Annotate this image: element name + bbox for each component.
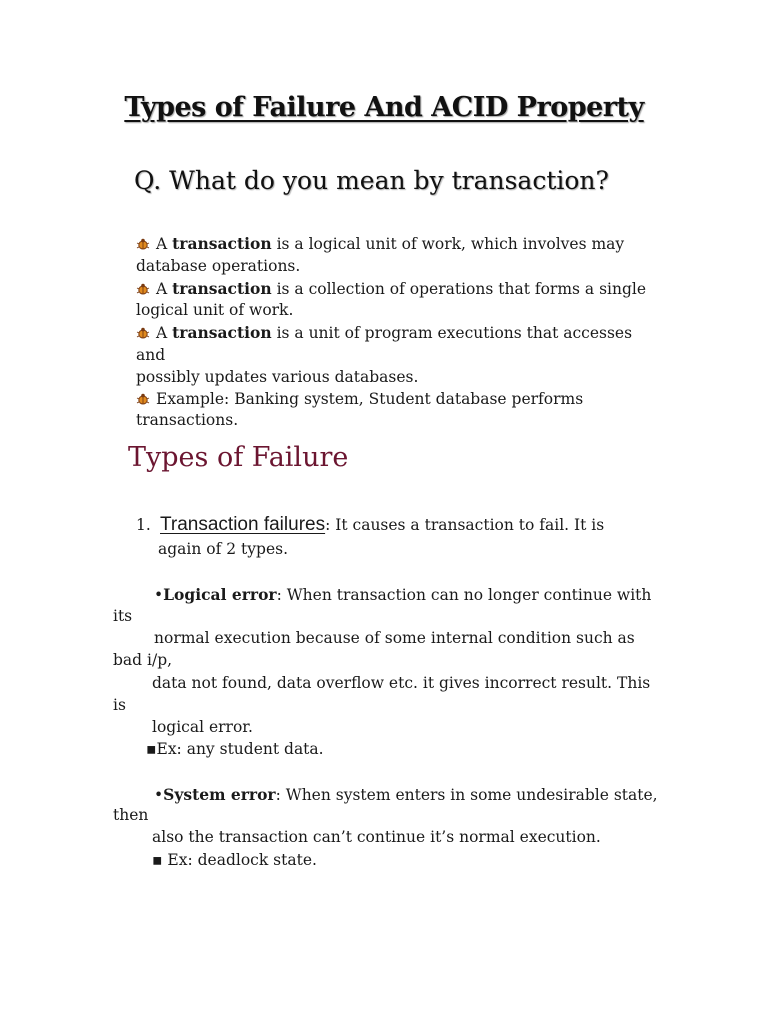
system-error-text: : When system enters in some undesirable state, — [275, 786, 658, 804]
bug-icon — [136, 393, 150, 405]
bullet: • — [154, 786, 164, 804]
failure-type-heading: Transaction failures — [160, 514, 326, 535]
logical-error-line-5: data not found, data overflow etc. it gives incorrect result. This — [152, 674, 651, 692]
question-heading: Q. What do you mean by transaction? — [134, 166, 609, 195]
definition-text: is a collection of operations that forms a single — [271, 279, 647, 298]
document-title: Types of Failure And ACID Property — [124, 92, 644, 123]
bullet: • — [154, 586, 164, 604]
system-error-line-2: then — [113, 806, 149, 824]
bug-icon — [136, 327, 150, 339]
failure-type-continuation: again of 2 types. — [158, 540, 289, 558]
definition-continuation: transactions. — [136, 411, 239, 430]
failure-type-1 — [136, 514, 656, 558]
definition-text: is a unit of program executions that accesses and — [136, 324, 633, 364]
system-error-label: System error — [163, 785, 276, 804]
system-error-line-3: also the transaction can’t continue it’s normal execution. — [152, 828, 601, 846]
definition-text: is a logical unit of work, which involves may — [271, 235, 625, 253]
logical-error-example: ▪Ex: any student data. — [146, 740, 324, 758]
definition-item-4 — [136, 389, 656, 433]
bug-icon — [136, 283, 150, 295]
logical-error-line-6: is — [113, 696, 126, 714]
definition-list — [136, 233, 656, 432]
definition-pre: A — [156, 279, 173, 298]
section-heading-types-of-failure: Types of Failure — [128, 442, 349, 473]
list-number: 1. — [136, 516, 151, 534]
definition-pre: A — [156, 235, 173, 253]
bug-icon — [136, 238, 150, 250]
logical-error-label: Logical error — [163, 585, 277, 604]
logical-error-line-2: its — [113, 607, 133, 625]
definition-keyword: transaction — [172, 278, 272, 298]
definition-item-2 — [136, 278, 656, 323]
definition-pre: A — [156, 324, 173, 343]
logical-error-line-7: logical error. — [152, 718, 253, 736]
logical-error-line-4: bad i/p, — [113, 651, 173, 669]
system-error-line-1 — [154, 785, 658, 804]
definition-item-3 — [136, 322, 656, 388]
definition-item-1 — [136, 233, 656, 278]
definition-keyword: transaction — [172, 234, 272, 253]
definition-continuation: logical unit of work. — [136, 301, 294, 320]
system-error-example: ▪ Ex: deadlock state. — [152, 851, 317, 869]
definition-text: Example: Banking system, Student database performs — [156, 389, 584, 408]
failure-type-description: : It causes a transaction to fail. It is — [325, 516, 605, 534]
logical-error-line-1 — [154, 585, 651, 604]
definition-keyword: transaction — [172, 323, 272, 343]
logical-error-line-3: normal execution because of some internal condition such as — [154, 629, 635, 647]
definition-continuation: possibly updates various databases. — [136, 367, 419, 386]
logical-error-text: : When transaction can no longer continue with — [276, 586, 652, 604]
definition-continuation: database operations. — [136, 256, 301, 275]
